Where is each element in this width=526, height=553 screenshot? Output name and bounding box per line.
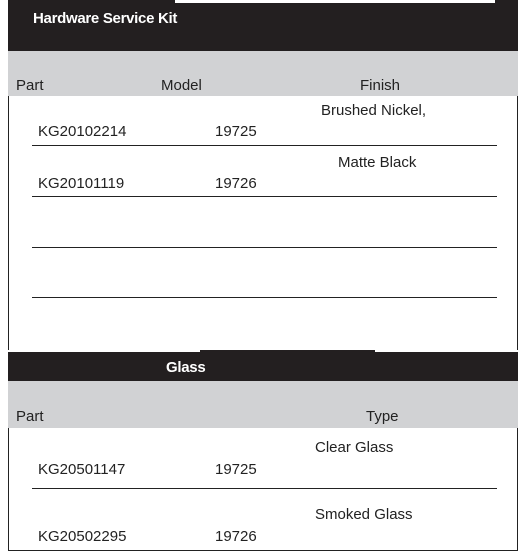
hardware-title: Hardware Service Kit [33,10,178,27]
glass-column-header [8,381,518,428]
table-row-type: Smoked Glass [315,506,413,523]
table-row-model: 19725 [215,461,257,478]
row-divider [32,297,497,298]
table-row-type: Clear Glass [315,439,394,456]
table-row-part: KG20502295 [38,528,127,545]
row-divider [32,196,497,197]
header-type: Type [366,408,399,425]
table-row-part: KG20101119 [38,175,125,192]
hardware-title-band [8,0,518,51]
table-row-part: KG20102214 [38,123,127,140]
row-divider [32,488,497,489]
row-divider [32,145,497,146]
header-model: Model [161,77,202,94]
top-gap [175,0,495,3]
hardware-column-header [8,51,518,96]
glass-gap [8,350,200,352]
table-row-part: KG20501147 [38,461,126,478]
table-row-model: 19726 [215,175,257,192]
table-row-model: 19725 [215,123,257,140]
header-finish: Finish [360,77,401,94]
row-divider [32,247,497,248]
header-part: Part [16,77,44,94]
table-row-model: 19726 [215,528,257,545]
glass-title-band [8,350,518,381]
table-row-finish: Matte Black [338,154,417,171]
table-row-finish: Brushed Nickel, [321,102,427,119]
glass-gap [375,350,518,352]
glass-title: Glass [166,359,206,376]
header-part: Part [16,408,44,425]
